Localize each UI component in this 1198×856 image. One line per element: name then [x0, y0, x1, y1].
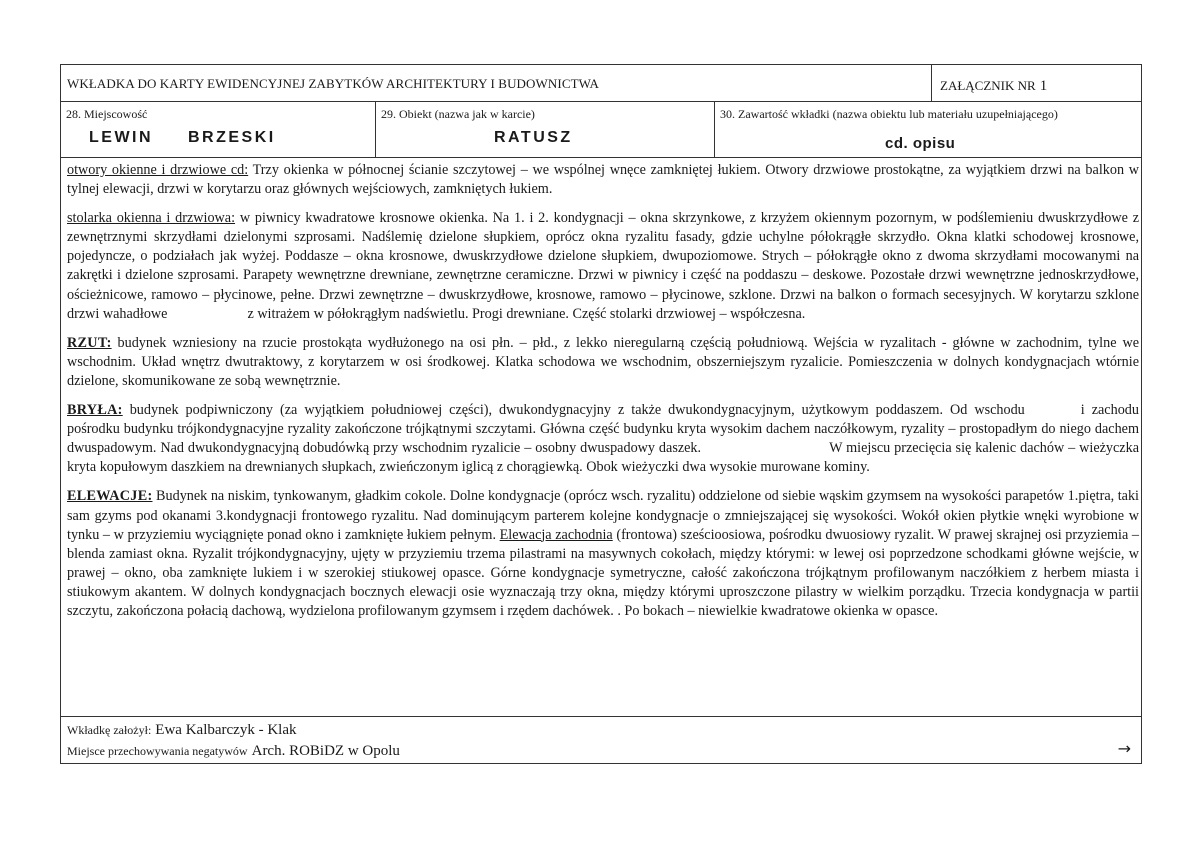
- fields-row: [61, 102, 1141, 158]
- plan-paragraph: [67, 334, 1139, 391]
- elevations-paragraph: [67, 487, 1139, 621]
- attachment-label: ZAŁĄCZNIK NR: [940, 78, 1036, 93]
- place-label: 28. Miejscowość: [66, 107, 148, 121]
- place-cell: [61, 102, 375, 158]
- attachment-cell: [931, 65, 1047, 102]
- storage-label: Miejsce przechowywania negatywów: [67, 744, 248, 758]
- continue-arrow-icon: →: [1117, 739, 1131, 758]
- openings-text: Trzy okienka w północnej ścianie szczytowej – we wspólnej wnęce zamkniętej łukiem. Otwory drzwiowe prostokątne, za wyjątkiem drzwi na balkon w tylnej elewacji, drzwi w korytarzu oraz głównych wejściowych, zamkniętych łukiem.: [67, 162, 1139, 198]
- west-elevation-heading: Elewacja zachodnia: [499, 526, 613, 543]
- mass-text-b: i zachodu pośrodku budynku trójkondygnacyjne ryzality zakończone trójkątnymi szczytami. Główna część budynku kryta wysokim dachem naczółkowym, ryzality – prostopadłym do niego dachem dwuspadowym. Nad dwukondygnacyjną dobudówką przy wschodnim ryzalicie – osobny dwuspadowy daszek.: [67, 402, 1139, 457]
- footer-row: [61, 716, 1141, 764]
- elevations-text-b: (frontowa) sześcioosiowa, pośrodku dwuosiowy ryzalit. W prawej skrajnej osi przyziemia – blenda zamiast okna. Ryzalit trójkondygnacyjny, ujęty w przyziemiu trzema pilastrami na masywnych cokołach, między którymi: w lewej osi poprzedzone schodkami główne wejście, w prawej – okno, oba zamknięte lukiem i w szerokiej stiukowej opasce. Górne kondygnacje symetryczne, całość zakończona trójkątnym profilowanym naczółkiem z herbem miasta i stiukowym akantem. W dolnych kondygnacjach bocznych elewacji osie wyznaczają trzy okna, między którymi uproszczone pilastry w wielkim porządku. Trzecia kondygnacja w partii szczytu, zakończona połacią dachową, wydzielona profilowanym gzymsem i rzędem dachówek. . Po bokach – niewielkie kwadratowe okienka w opasce.: [67, 526, 1139, 619]
- object-cell: [375, 102, 714, 158]
- plan-text: budynek wzniesiony na rzucie prostokąta wydłużonego na osi płn. – płd., z lekko nieregularną częścią południową. Wejścia w ryzalitach - główne w zachodnim, tylne we wschodnim. Układ wnętrz dwutraktowy, z korytarzem w osi środkowej. Klatka schodowa we wschodnim, obszerniejszym ryzalicie. Pomieszczenia w dolnych kondygnacjach wtórnie dzielone, skomunikowane ze sobą wewnętrznie.: [67, 334, 1139, 389]
- joinery-heading: stolarka okienna i drzwiowa:: [67, 210, 236, 227]
- header-row: [61, 65, 1141, 102]
- content-value: cd. opisu: [885, 135, 956, 152]
- joinery-text-b: z witrażem w półokrągłym nadświetlu. Progi drewniane. Część stolarki drzwiowej – współczesna.: [247, 305, 806, 322]
- joinery-paragraph: [67, 209, 1139, 324]
- record-insert-form: [60, 64, 1142, 764]
- description-body: [67, 161, 1139, 631]
- storage-line: [67, 743, 400, 760]
- author-label: Wkładkę założył:: [67, 723, 152, 737]
- attachment-number: 1: [1039, 78, 1048, 94]
- storage-value: Arch. ROBiDZ w Opolu: [251, 743, 400, 759]
- mass-text-a: budynek podpiwniczony (za wyjątkiem południowej części), dwukondygnacyjny z także dwukondygnacyjnym, użytkowym poddaszem. Od wschodu: [122, 402, 1025, 419]
- joinery-text-a: w piwnicy kwadratowe krosnowe okienka. Na 1. i 2. kondygnacji – okna skrzynkowe, z krzyżem okiennym pozornym, w podślemieniu dwuskrzydłowe z zewnętrznymi skrzydłami dzielonymi szprosami. Nadślemię dzielone słupkiem, oprócz okna ryzalitu fasady, gdzie uchylne półokrągłe skrzydło. Okna klatki schodowej krosnowe, pojedyncze, o podziałach jak wyżej. Poddasze – okna krosnowe, dwuskrzydłowe dzielone słupkiem, dwupoziomowe. Strych – półokrągłe okno z dwoma skrzydłami mocowanymi na zakrętki i dzielone szprosami. Parapety wewnętrzne drewniane, zewnętrzne ceramiczne. Drzwi w piwnicy i część na poddaszu – deskowe. Pozostałe drzwi wewnętrzne jednoskrzydłowe, ościeżnicowe, ramowo – płycinowe, pełne. Drzwi zewnętrzne – dwuskrzydłowe, krosnowe, ramowo – płycinowe, szklone. Drzwi na balkon o formach secesyjnych. W korytarzu szklone drzwi wahadłowe: [67, 210, 1139, 322]
- form-title: WKŁADKA DO KARTY EWIDENCYJNEJ ZABYTKÓW ARCHITEKTURY I BUDOWNICTWA: [67, 76, 600, 91]
- object-label: 29. Obiekt (nazwa jak w karcie): [381, 107, 535, 121]
- author-line: [67, 722, 296, 739]
- openings-paragraph: [67, 161, 1139, 199]
- place-value: LEWIN BRZESKI: [89, 129, 276, 146]
- elevations-heading: ELEWACJE:: [67, 488, 153, 505]
- mass-paragraph: [67, 401, 1139, 477]
- object-value: RATUSZ: [494, 129, 573, 146]
- content-cell: [714, 102, 1143, 158]
- author-value: Ewa Kalbarczyk - Klak: [155, 722, 297, 738]
- elevations-text-a: Budynek na niskim, tynkowanym, gładkim cokole. Dolne kondygnacje (oprócz wsch. ryzalitu) oddzielone od siebie wąskim gzymsem na wysokości parapetów 1.piętra, taki sam gzyms pod okanami 3.kondygnacji frontowego ryzalitu. Nad dominującym parterem kolejne kondygnacje o zmniejszającej się wysokości. Wokół okien płytkie wnęki wyrobione w tynku – w przyziemiu wyciągnięte ponad okno i zamknięte łukiem pełnym.: [67, 488, 1139, 543]
- content-label: 30. Zawartość wkładki (nazwa obiektu lub materiału uzupełniającego): [720, 107, 1058, 121]
- openings-heading: otwory okienne i drzwiowe cd:: [67, 162, 249, 178]
- mass-text-c: W miejscu przecięcia się kalenic dachów – wieżyczka kryta kopułowym daszkiem na drewnianych słupkach, zwieńczonym iglicą z chorągiewką. Obok wieżyczki dwa wysokie murowane kominy.: [67, 440, 1139, 476]
- plan-heading: RZUT:: [67, 334, 112, 351]
- mass-heading: BRYŁA:: [67, 402, 123, 419]
